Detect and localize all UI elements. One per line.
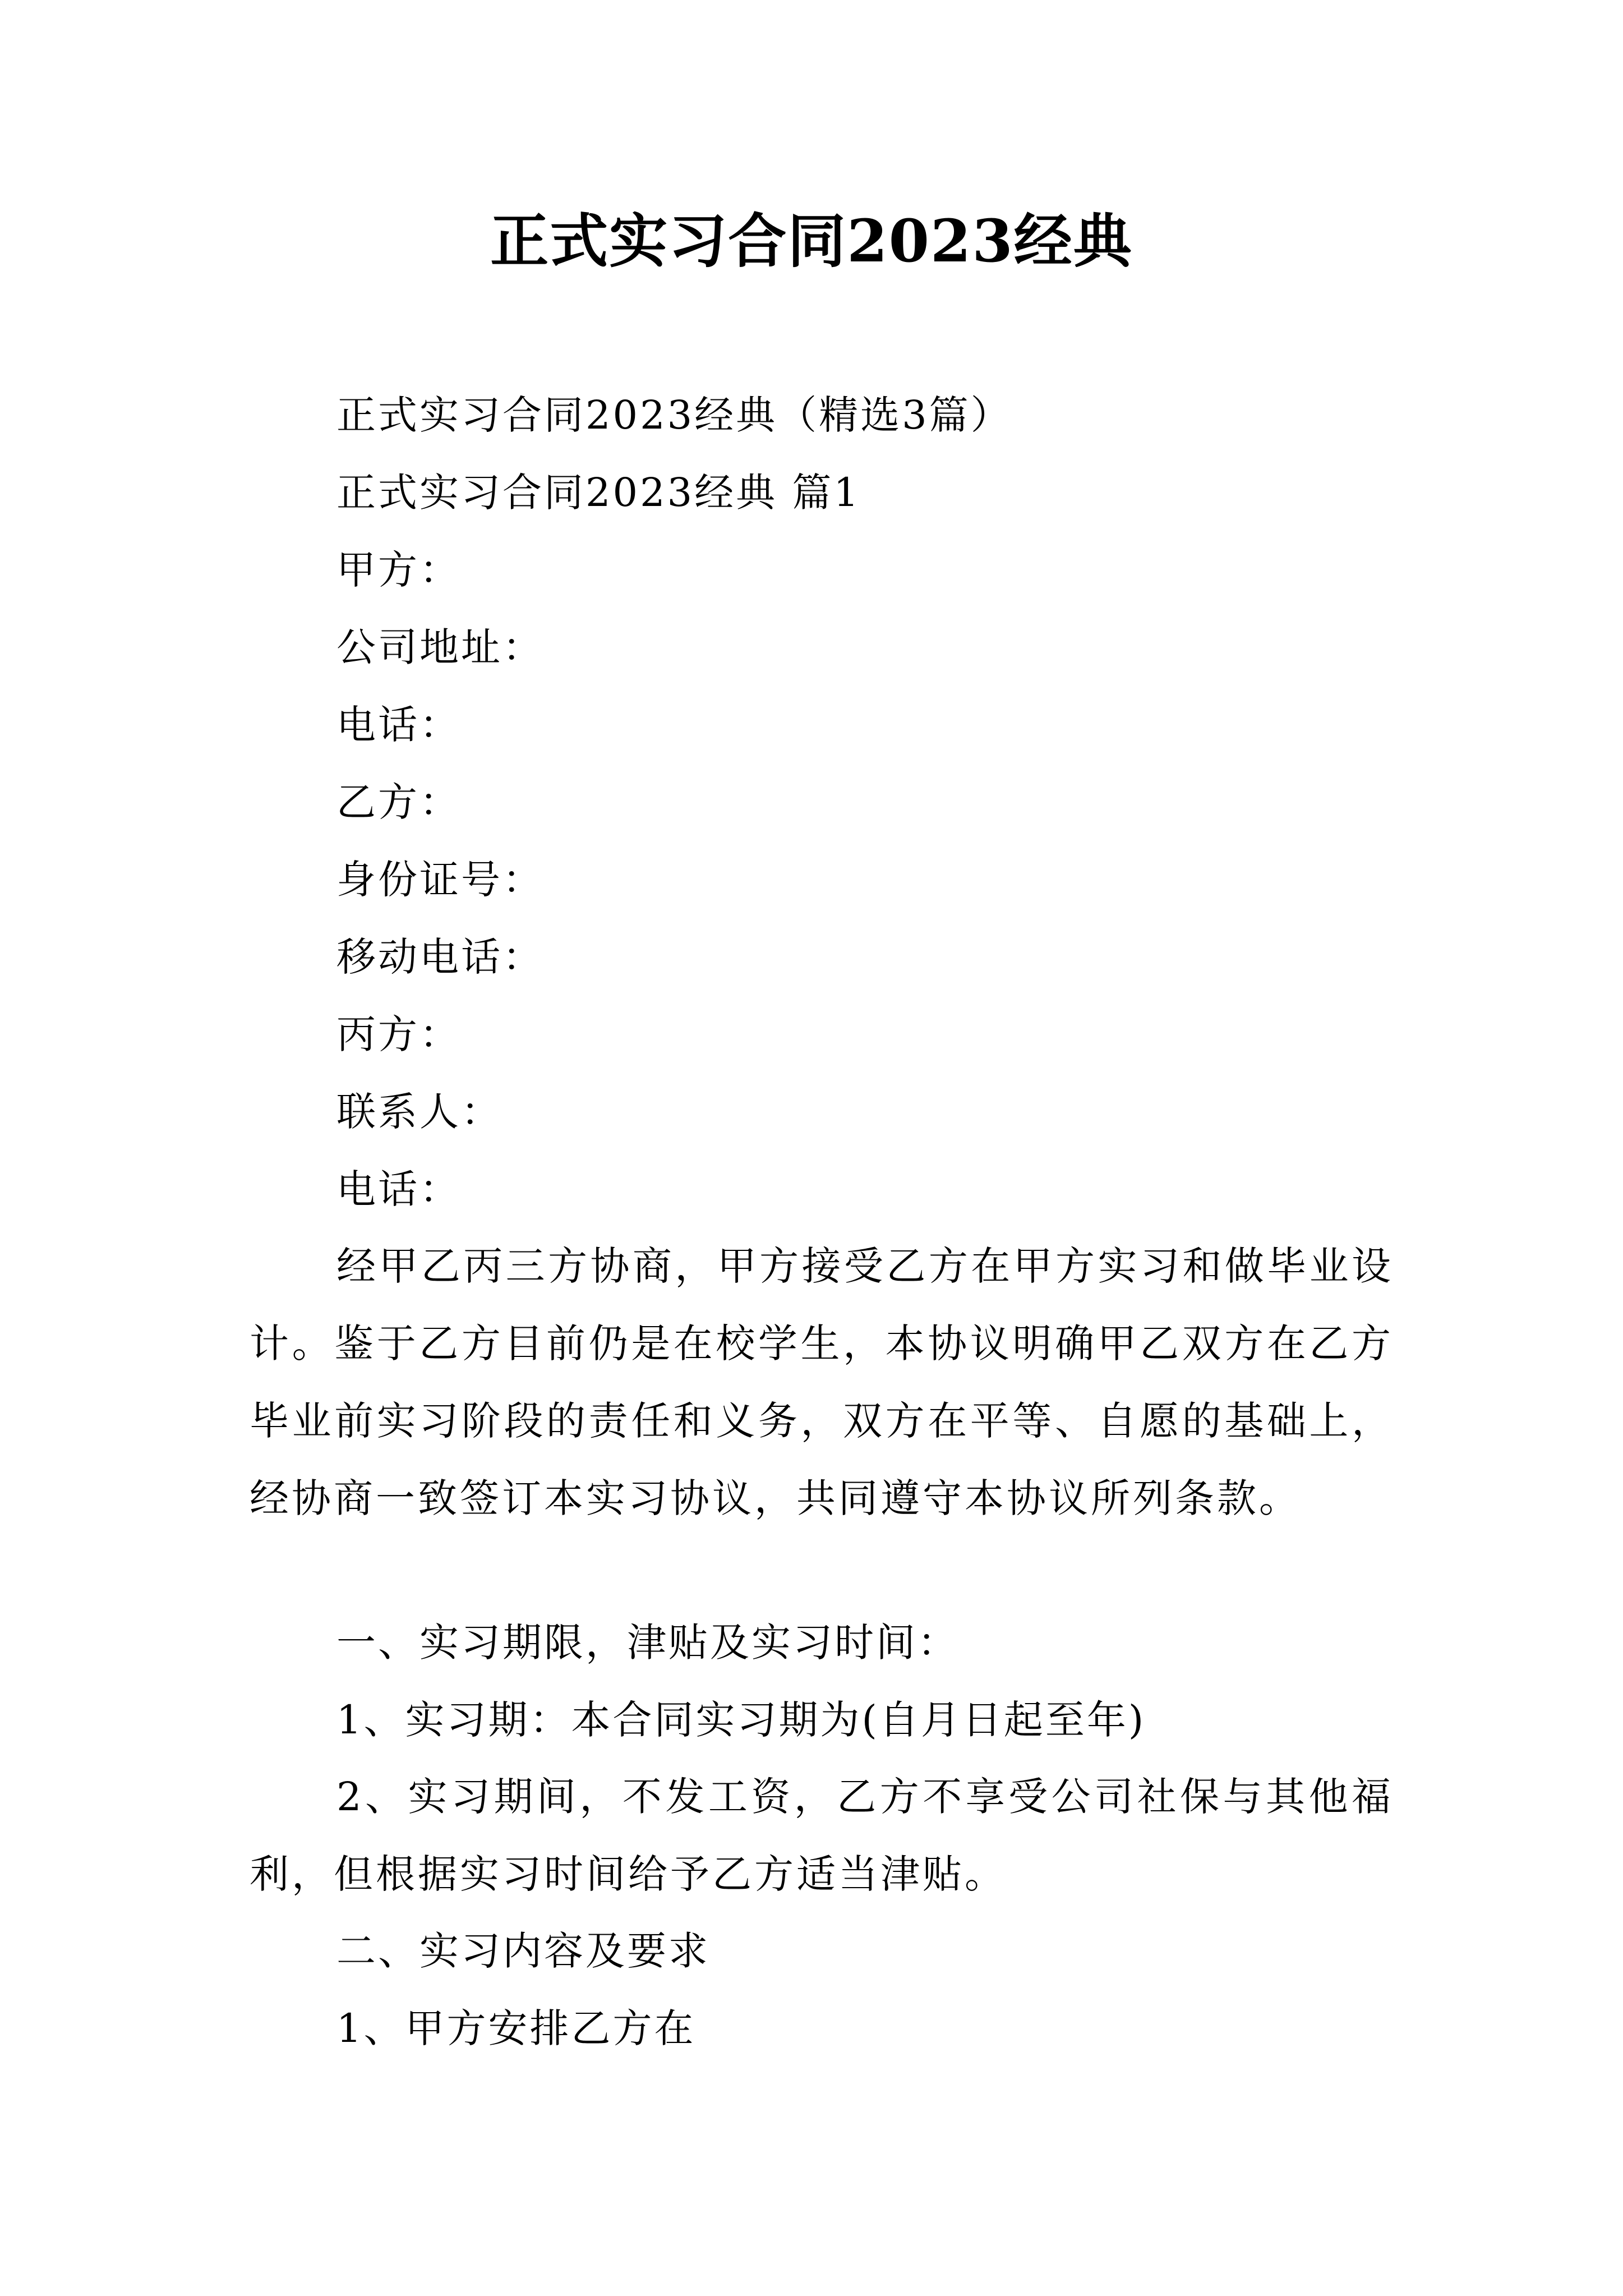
section-two-heading: 二、实习内容及要求 [336,1928,710,1974]
party-c-label: 丙方： [336,1011,461,1057]
company-address-label: 公司地址： [336,624,544,670]
party-a-label: 甲方： [336,547,461,593]
party-b-label: 乙方： [336,779,461,825]
section-heading: 正式实习合同2023经典 篇1 [336,470,861,516]
contact-label: 联系人： [336,1089,502,1135]
phone-label: 电话： [336,1166,461,1212]
id-number-label: 身份证号： [336,857,544,903]
intro-paragraph: 经甲乙丙三方协商，甲方接受乙方在甲方实习和做毕业设计。鉴于乙方目前仍是在校学生，本协议明确甲乙双方在乙方毕业前实习阶段的责任和义务，双方在平等、自愿的基础上，经协商一致签订本实习协议，共同遵守本协议所列条款。 [250,1243,1394,1521]
mobile-label: 移动电话： [336,934,544,980]
document-title: 正式实习合同2023经典 [490,206,1133,275]
clause-1-1: 1、实习期：本合同实习期为(自月日起至年) [336,1697,1146,1743]
section-one-heading: 一、实习期限，津贴及实习时间： [336,1619,959,1665]
clause-2-1: 1、甲方安排乙方在 [336,2005,696,2051]
phone-label: 电话： [336,702,461,748]
clause-1-2: 2、实习期间，不发工资，乙方不享受公司社保与其他福利，但根据实习时间给予乙方适当津贴。 [250,1774,1394,1897]
document-subtitle: 正式实习合同2023经典（精选3篇） [336,392,1012,438]
